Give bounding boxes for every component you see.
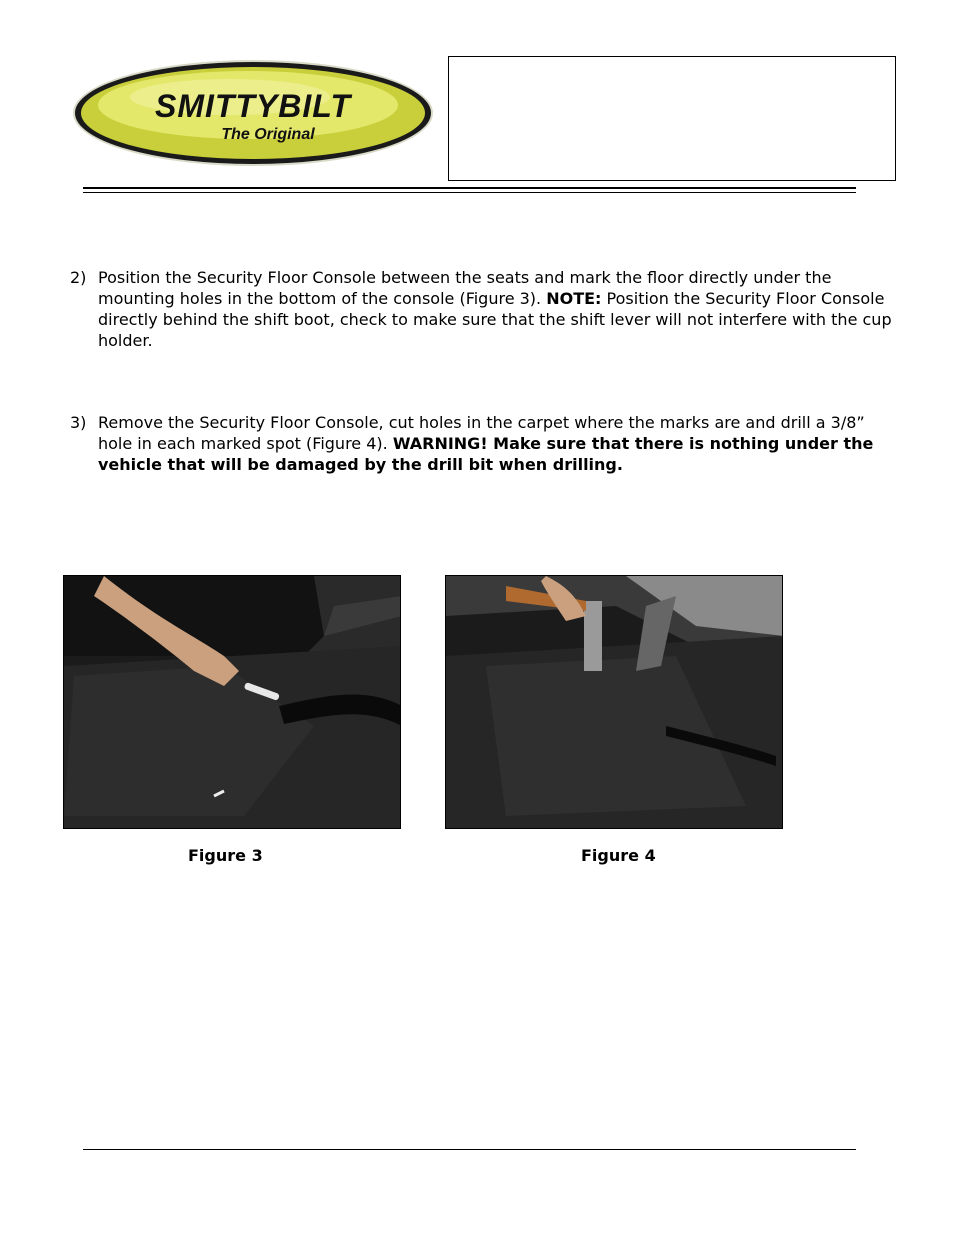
step-text <box>98 412 898 475</box>
smittybilt-logo <box>70 57 436 170</box>
figure-4-caption: Figure 4 <box>581 846 656 865</box>
figure-4-photo <box>445 575 783 829</box>
logo-tagline-text: The Original <box>221 126 315 143</box>
header-divider-thin <box>83 192 856 193</box>
figure-3-photo <box>63 575 401 829</box>
logo-brand-text: SMITTYBILT <box>154 88 352 124</box>
figure-3-caption: Figure 3 <box>188 846 263 865</box>
step-text-part: Position the Security Floor Console between the seats and mark the floor directly under the mounting holes in the bottom of the console (Figure 3). <box>98 268 832 308</box>
header-divider-thick <box>83 187 856 189</box>
footer-divider <box>83 1149 856 1150</box>
warning-text: WARNING! Make sure that there is nothing under the vehicle that will be damaged by the drill bit when drilling. <box>98 434 874 474</box>
logo-graphic <box>70 57 436 170</box>
step-text-part: Remove the Security Floor Console, cut holes in the carpet where the marks are and drill a 3/8” hole in each marked spot (Figure 4). <box>98 413 865 453</box>
step-text-part: Position the Security Floor Console directly behind the shift boot, check to make sure that the shift lever will not interfere with the cup holder. <box>98 289 892 350</box>
step-number: 2) <box>70 268 87 287</box>
note-label: NOTE: <box>546 289 602 308</box>
header-info-box <box>448 56 896 181</box>
step-number: 3) <box>70 413 87 432</box>
step-text <box>98 267 898 351</box>
